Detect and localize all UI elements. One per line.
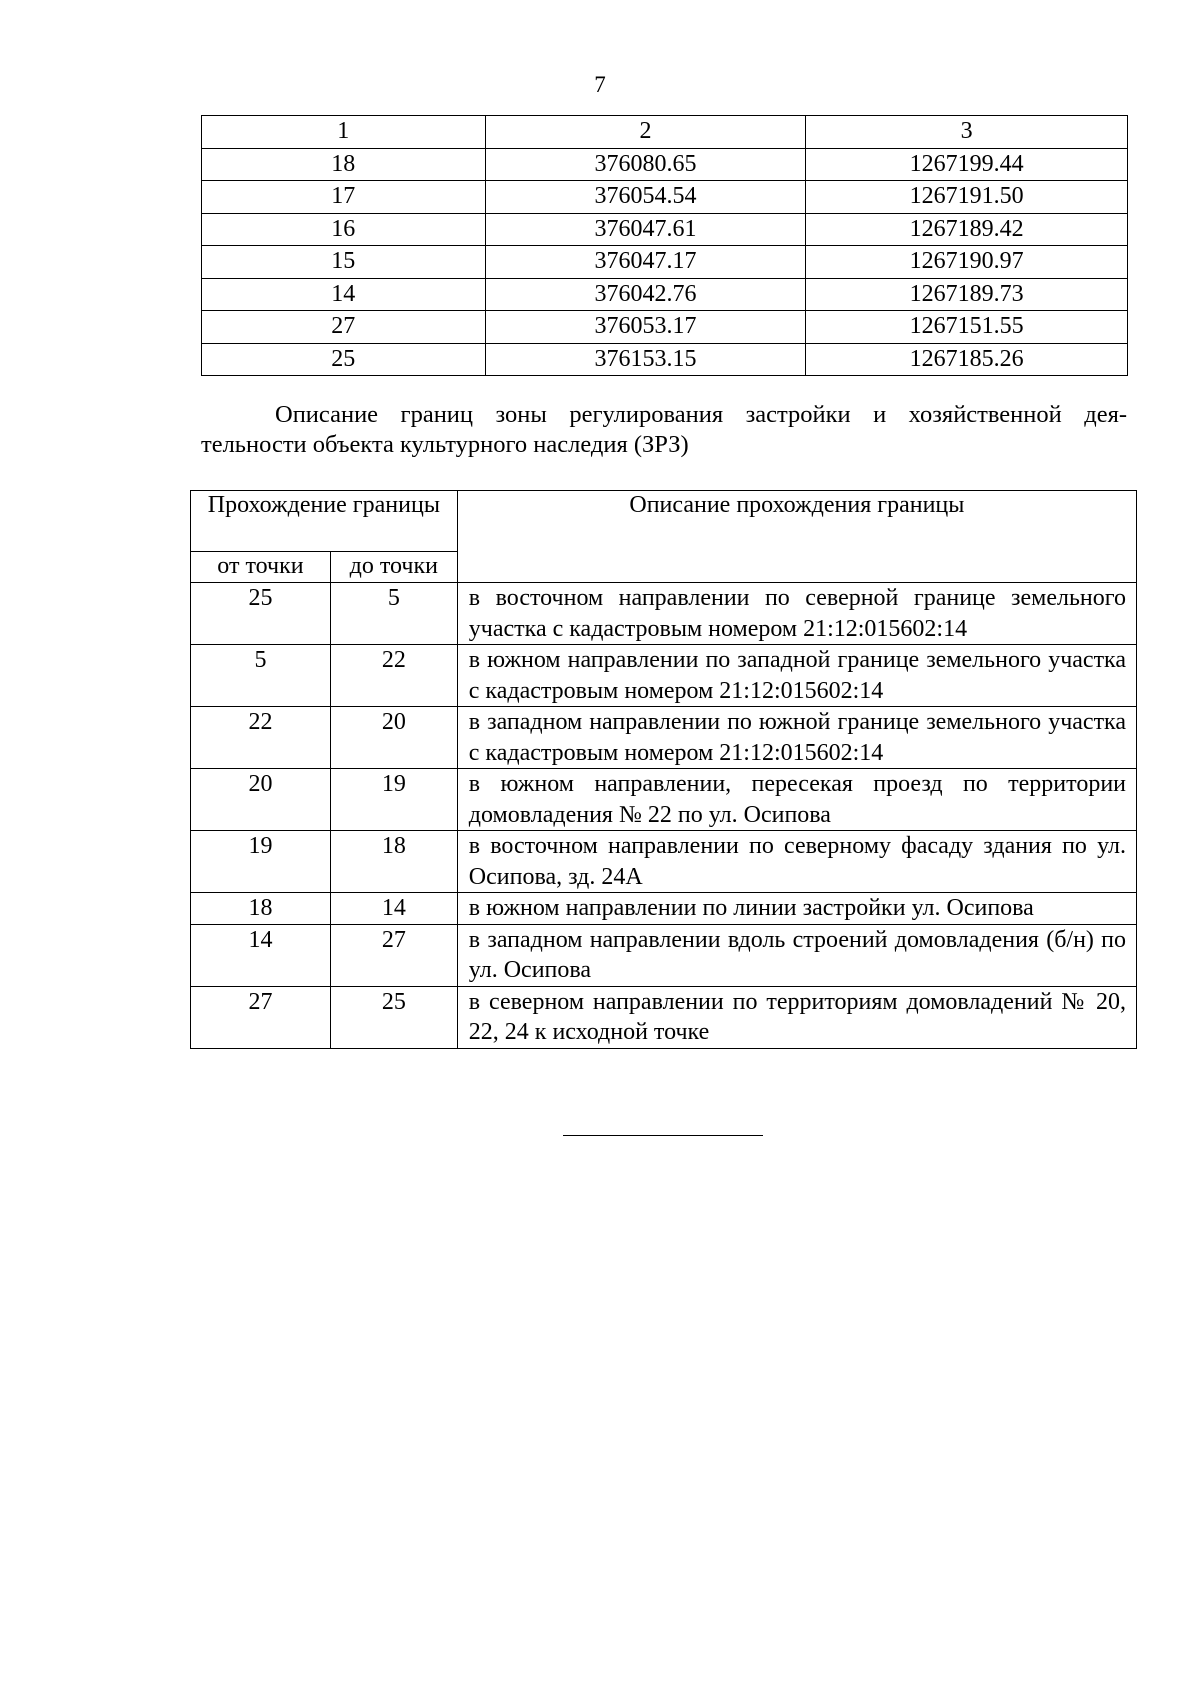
table-row	[191, 986, 1137, 1048]
y-coordinate-cell: 1267189.73	[806, 278, 1128, 311]
coordinates-header-cell: 3	[806, 116, 1128, 149]
table-row	[202, 311, 1128, 344]
from-point-header: от точки	[191, 552, 331, 583]
from-point-cell: 5	[191, 645, 331, 707]
y-coordinate-cell: 1267191.50	[806, 181, 1128, 214]
boundary-description-table	[190, 490, 1137, 1049]
x-coordinate-cell: 376047.17	[485, 246, 806, 279]
y-coordinate-cell: 1267190.97	[806, 246, 1128, 279]
end-divider-line	[563, 1135, 763, 1136]
coordinates-header-row	[202, 116, 1128, 149]
table-row	[191, 924, 1137, 986]
table-row	[202, 278, 1128, 311]
to-point-cell: 27	[330, 924, 457, 986]
description-cell: в восточном направлении по северной границе земельного участка с кадастровым номером 21:12:015602:14	[457, 583, 1136, 645]
y-coordinate-cell: 1267185.26	[806, 343, 1128, 376]
description-cell: в южном направлении по линии застройки ул. Осипова	[457, 893, 1136, 925]
coordinates-header-cell: 1	[202, 116, 486, 149]
description-cell: в западном направлении по южной границе земельного участка с кадастровым номером 21:12:015602:14	[457, 707, 1136, 769]
to-point-cell: 19	[330, 769, 457, 831]
description-cell: в южном направлении, пересекая проезд по территории домовладения № 22 по ул. Осипова	[457, 769, 1136, 831]
coordinates-header-cell: 2	[485, 116, 806, 149]
x-coordinate-cell: 376054.54	[485, 181, 806, 214]
from-point-cell: 22	[191, 707, 331, 769]
table-row	[191, 769, 1137, 831]
to-point-cell: 18	[330, 831, 457, 893]
x-coordinate-cell: 376053.17	[485, 311, 806, 344]
x-coordinate-cell: 376042.76	[485, 278, 806, 311]
to-point-header: до точки	[330, 552, 457, 583]
from-point-cell: 27	[191, 986, 331, 1048]
table-row	[191, 893, 1137, 925]
point-number-cell: 16	[202, 213, 486, 246]
table-row	[202, 148, 1128, 181]
table-row	[191, 831, 1137, 893]
to-point-cell: 20	[330, 707, 457, 769]
point-number-cell: 17	[202, 181, 486, 214]
description-cell: в западном направлении вдоль строений домовладения (б/н) по ул. Осипова	[457, 924, 1136, 986]
description-cell: в южном направлении по западной границе земельного участка с кадастровым номером 21:12:015602:14	[457, 645, 1136, 707]
to-point-cell: 25	[330, 986, 457, 1048]
y-coordinate-cell: 1267189.42	[806, 213, 1128, 246]
from-point-cell: 18	[191, 893, 331, 925]
x-coordinate-cell: 376153.15	[485, 343, 806, 376]
table-row	[202, 246, 1128, 279]
to-point-cell: 5	[330, 583, 457, 645]
table-row	[191, 707, 1137, 769]
table-row	[191, 645, 1137, 707]
description-cell: в северном направлении по территориям домовладений № 20, 22, 24 к исходной точке	[457, 986, 1136, 1048]
description-header: Описание прохождения границы	[457, 491, 1136, 583]
point-number-cell: 18	[202, 148, 486, 181]
point-number-cell: 15	[202, 246, 486, 279]
coordinates-table	[201, 115, 1128, 376]
section-caption	[201, 400, 1127, 460]
x-coordinate-cell: 376047.61	[485, 213, 806, 246]
table-row	[202, 343, 1128, 376]
description-cell: в восточном направлении по северному фасаду здания по ул. Осипова, зд. 24А	[457, 831, 1136, 893]
point-number-cell: 27	[202, 311, 486, 344]
from-point-cell: 14	[191, 924, 331, 986]
to-point-cell: 22	[330, 645, 457, 707]
point-number-cell: 25	[202, 343, 486, 376]
from-point-cell: 20	[191, 769, 331, 831]
table-row	[202, 213, 1128, 246]
section-caption-line: тельности объекта культурного наследия (ЗРЗ)	[201, 431, 689, 458]
to-point-cell: 14	[330, 893, 457, 925]
table-row	[191, 583, 1137, 645]
table-row	[202, 181, 1128, 214]
from-point-cell: 25	[191, 583, 331, 645]
page-number: 7	[594, 72, 606, 97]
y-coordinate-cell: 1267199.44	[806, 148, 1128, 181]
x-coordinate-cell: 376080.65	[485, 148, 806, 181]
boundary-passage-header: Прохождение границы	[191, 491, 458, 552]
y-coordinate-cell: 1267151.55	[806, 311, 1128, 344]
from-point-cell: 19	[191, 831, 331, 893]
point-number-cell: 14	[202, 278, 486, 311]
boundary-header-row	[191, 491, 1137, 552]
section-caption-line: Описание границ зоны регулирования застройки и хозяйственной дея-	[275, 401, 1127, 428]
